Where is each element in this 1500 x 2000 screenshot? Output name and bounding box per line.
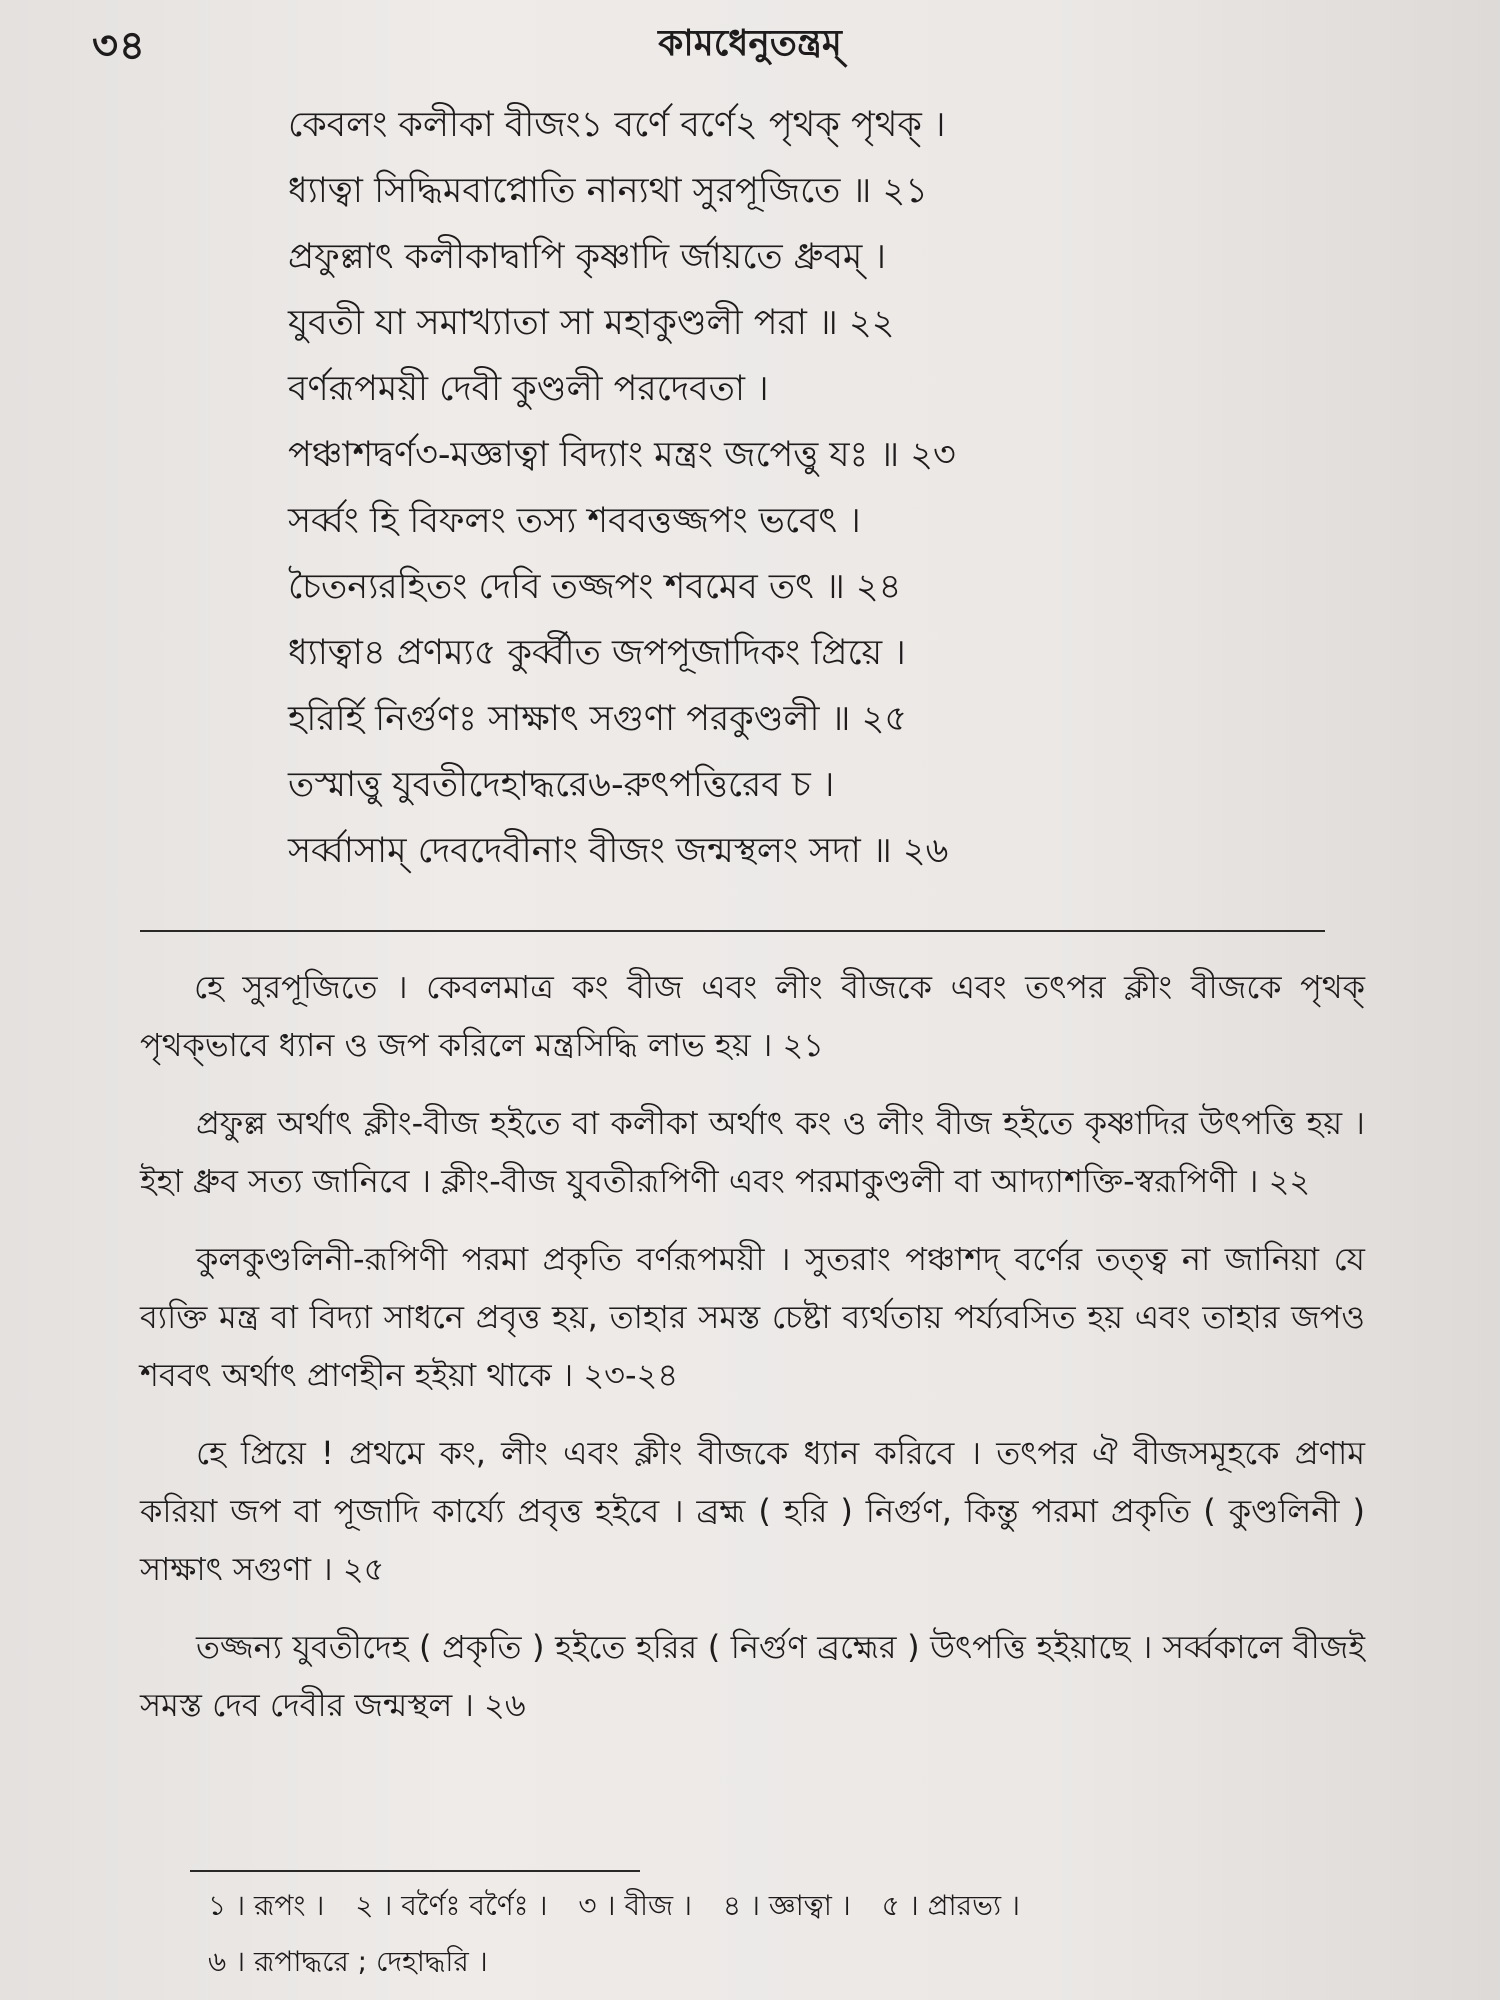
footnote: ৪ । জ্ঞাত্বা ।: [722, 1889, 851, 1922]
verse-line: ধ্যাত্বা৪ প্রণম্য৫ কুর্ব্বীত জপপূজাদিকং প্রিয়ে ।: [288, 633, 906, 673]
section-divider: [140, 930, 1325, 932]
commentary-block: [140, 958, 1365, 1754]
verse-line: প্রফুল্লাৎ কলীকাদ্বাপি কৃষ্ণাদি র্জায়তে ধ্রুবম্ ।: [288, 237, 887, 277]
footnote-row: [208, 1878, 1358, 1934]
commentary-paragraph: হে সুরপূজিতে । কেবলমাত্র কং বীজ এবং লীং বীজকে এবং তৎপর ক্লীং বীজকে পৃথক্ পৃথক্ভাবে ধ্যান ও জপ করিলে মন্ত্রসিদ্ধি লাভ হয় । ২১: [140, 968, 1365, 1064]
verse-line: তস্মাত্তু যুবতীদেহাদ্ধরে৬-রুৎপত্তিরেব চ ।: [288, 765, 835, 805]
commentary-paragraph: প্রফুল্ল অর্থাৎ ক্লীং-বীজ হইতে বা কলীকা অর্থাৎ কং ও লীং বীজ হইতে কৃষ্ণাদির উৎপত্তি হয় । ইহা ধ্রুব সত্য জানিবে । ক্লীং-বীজ যুবতীরূপিণী এবং পরমাকুণ্ডলী বা আদ্যাশক্তি-স্বরূপিণী । ২২: [140, 1104, 1365, 1200]
footnote-divider: [190, 1870, 640, 1872]
commentary-paragraph: হে প্রিয়ে ! প্রথমে কং, লীং এবং ক্লীং বীজকে ধ্যান করিবে । তৎপর ঐ বীজসমূহকে প্রণাম করিয়া জপ বা পূজাদি কার্য্যে প্রবৃত্ত হইবে । ব্রহ্ম ( হরি ) নির্গুণ, কিন্তু পরমা প্রকৃতি ( কুণ্ডলিনী ) সাক্ষাৎ সগুণা । ২৫: [140, 1434, 1365, 1588]
verse-line: ধ্যাত্বা সিদ্ধিমবাপ্নোতি নান্যথা সুরপূজিতে ॥ ২১: [288, 171, 928, 211]
verse-line: বর্ণরূপময়ী দেবী কুণ্ডলী পরদেবতা ।: [288, 369, 769, 409]
verse-line: পঞ্চাশদ্বর্ণ৩-মজ্ঞাত্বা বিদ্যাং মন্ত্রং জপেত্তু যঃ ॥ ২৩: [288, 435, 956, 475]
verse-line: কেবলং কলীকা বীজং১ বর্ণে বর্ণে২ পৃথক্ পৃথক্ ।: [288, 105, 946, 145]
verse-line: যুবতী যা সমাখ্যাতা সা মহাকুণ্ডলী পরা ॥ ২২: [288, 303, 895, 343]
verse-line: হরির্হি নির্গুণঃ সাক্ষাৎ সগুণা পরকুণ্ডলী ॥ ২৫: [288, 699, 908, 739]
footnote: ৫ । প্রারভ্য ।: [881, 1889, 1020, 1922]
verse-line: চৈতন্যরহিতং দেবি তজ্জপং শবমেব তৎ ॥ ২৪: [288, 567, 902, 607]
footnote: ১ । রূপং ।: [208, 1889, 325, 1922]
page-number: ৩৪: [92, 23, 146, 69]
verse-block: [288, 92, 1388, 884]
verse-line: সর্ব্বাসাম্ দেবদেবীনাং বীজং জন্মস্থলং সদা ॥ ২৬: [288, 831, 949, 871]
footnote-row: [208, 1934, 1358, 1990]
commentary-paragraph: তজ্জন্য যুবতীদেহ ( প্রকৃতি ) হইতে হরির ( নির্গুণ ব্রহ্মের ) উৎপত্তি হইয়াছে । সর্ব্বকালে বীজই সমস্ত দেব দেবীর জন্মস্থল । ২৬: [140, 1628, 1365, 1724]
verse-line: সর্ব্বং হি বিফলং তস্য শববত্তজ্জপং ভবেৎ ।: [288, 501, 861, 541]
footnote: ২ । বর্ণৈঃ বর্ণৈঃ ।: [355, 1889, 548, 1922]
running-title: কামধেনুতন্ত্রম্: [658, 23, 842, 64]
commentary-paragraph: কুলকুণ্ডলিনী-রূপিণী পরমা প্রকৃতি বর্ণরূপময়ী । সুতরাং পঞ্চাশদ্ বর্ণের তত্ত্ব না জানিয়া যে ব্যক্তি মন্ত্র বা বিদ্যা সাধনে প্রবৃত্ত হয়, তাহার সমস্ত চেষ্টা ব্যর্থতায় পর্য্যবসিত হয় এবং তাহার জপও শববৎ অর্থাৎ প্রাণহীন হইয়া থাকে । ২৩-২৪: [140, 1240, 1365, 1394]
footnote: ৩ । বীজ ।: [578, 1889, 692, 1922]
footnotes: [208, 1878, 1358, 1990]
footnote: ৬ । রূপাদ্ধরে ; দেহাদ্ধরি ।: [208, 1945, 488, 1978]
